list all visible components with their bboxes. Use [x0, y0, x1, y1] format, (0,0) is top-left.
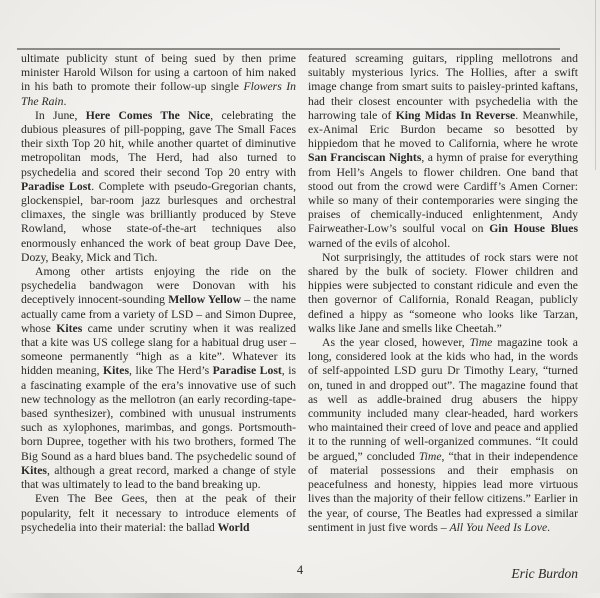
page-top-edge: [0, 0, 600, 3]
text-column-left: [21, 52, 296, 535]
page-bottom-edge: [0, 593, 600, 598]
paragraph: In June, Here Comes The Nice, celebrating the dubious pleasures of pill-popping, gave The Small Faces their sixth Top 20 hit, while another quartet of diminutive metropolitan mods, The Herd, had also turned to psychedelia and scored their second Top 20 entry with Paradise Lost. Complete with pseudo-Gregorian chants, glockenspiel, bar-room jazz burlesques and orchestral climaxes, the single was brilliantly produced by Steve Rowland, whose state-of-the-art techniques also enormously enhanced the work of beat group Dave Dee, Dozy, Beaky, Mick and Tich.: [21, 108, 296, 264]
text-column-right: [308, 52, 578, 535]
page-number: 4: [296, 563, 304, 577]
page-right-edge-shadow: [595, 0, 596, 170]
paragraph: As the year closed, however, Time magazine took a long, considered look at the kids who had, in the words of self-appointed LSD guru Dr Timothy Leary, “turned on, tuned in and dropped out”. The magazine found that as well as addle-brained drug abusers the hippy community included many clear-headed, hard workers who maintained their creed of love and peace and applied it to the running of well-organized communes. “It could be argued,” concluded Time, “that in their independence of material possessions and their emphasis on peacefulness and honesty, hippies lead more virtuous lives than the majority of their fellow citizens.” Earlier in the year, of course, The Beatles had expressed a similar sentiment in just five words – All You Need Is Love.: [308, 336, 578, 534]
paragraph: Among other artists enjoying the ride on the psychedelia bandwagon were Donovan with his deceptively innocent-sounding Mellow Yellow – the name actually came from a variety of LSD – and Simon Dupree, whose Kites came under scrutiny when it was realized that a kite was US college slang for a habitual drug user – someone permanently “high as a kite”. Whatever its hidden meaning, Kites, like The Herd’s Paradise Lost, is a fascinating example of the era’s innovative use of such new technology as the mellotron (an early recording-tape-based synthesizer), combined with unusual instruments such as xylophones, marimbas, and gongs. Portsmouth-born Dupree, together with his two brothers, formed The Big Sound as a hard blues band. The psychedelic sound of Kites, although a great record, marked a change of style that was ultimately to lead to the band breaking up.: [21, 265, 297, 492]
paragraph: ultimate publicity stunt of being sued by then prime minister Harold Wilson for using a cartoon of him naked in his bath to promote their follow-up single Flowers In The Rain.: [21, 52, 296, 108]
paragraph: Even The Bee Gees, then at the peak of their popularity, felt it necessary to introduce elements of psychedelia into their material: the ballad World: [21, 492, 296, 534]
header-rule: [17, 48, 560, 50]
paragraph: Not surprisingly, the attitudes of rock stars were not shared by the bulk of society. Flower children and hippies were subjected to constant ridicule and even the then governor of California, Ronald Reagan, publicly defined a hippy as “someone who looks like Tarzan, walks like Jane and smells like Cheetah.”: [308, 250, 578, 335]
author-signature: Eric Burdon: [511, 566, 578, 581]
paragraph: featured screaming guitars, rippling mellotrons and suitably mysterious lyrics. The Hollies, after a swift image change from smart suits to paisley-printed kaftans, had their closest encounter with psychedelia with the harrowing tale of King Midas In Reverse. Meanwhile, ex-Animal Eric Burdon became so besotted by hippiedom that he moved to California, where he wrote San Franciscan Nights, a hymn of praise for everything from Hell’s Angels to flower children. One band that stood out from the crowd were Cardiff’s Amen Corner: while so many of their contemporaries were singing the praises of chemically-induced enlightenment, Andy Fairweather-Low’s soulful vocal on Gin House Blues warned of the evils of alcohol.: [308, 52, 579, 250]
